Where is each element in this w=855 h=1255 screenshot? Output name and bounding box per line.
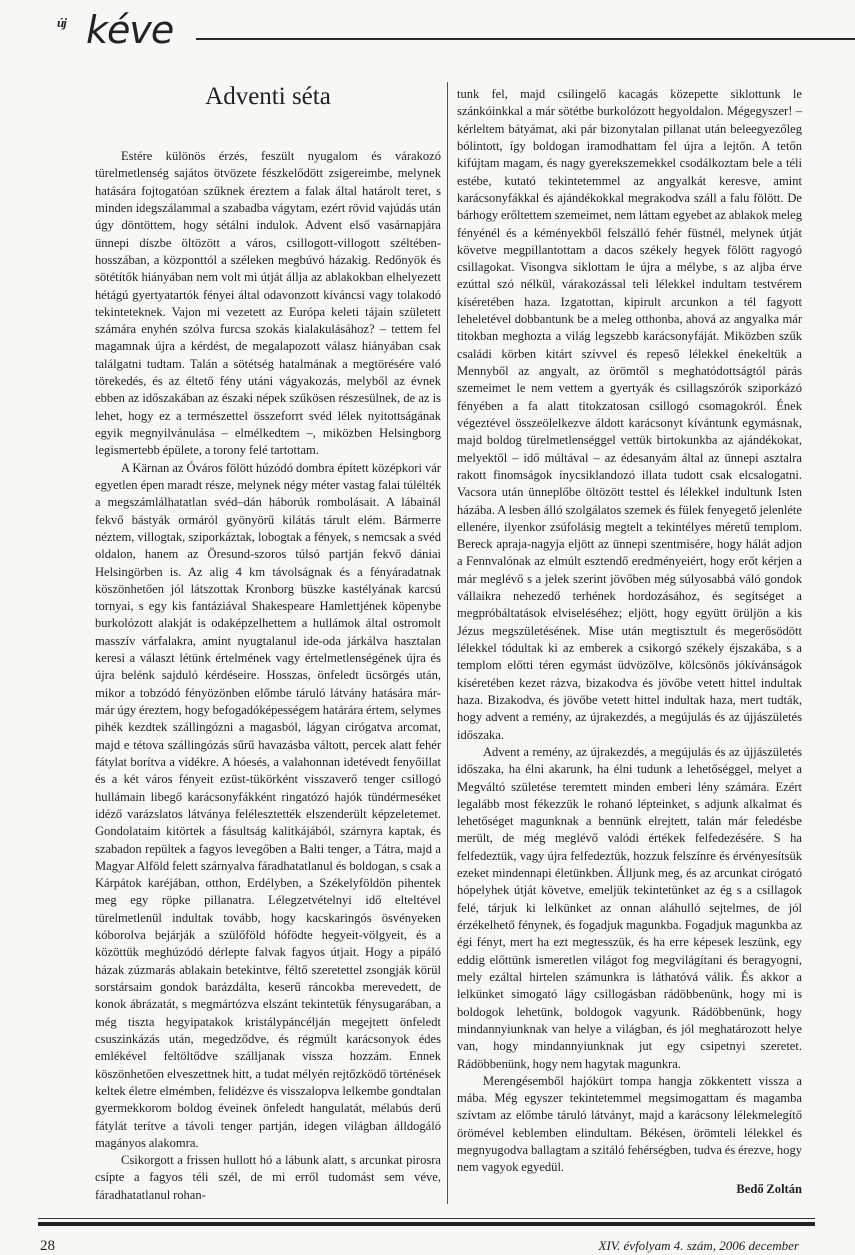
page-footer bbox=[38, 1218, 815, 1255]
footer-row bbox=[38, 1238, 815, 1255]
article-title: Adventi séta bbox=[205, 83, 331, 110]
paragraph: Advent a remény, az újrakezdés, a megújulás és az újjászületés időszaka, ha élni akarunk, ha élni tudunk a lehetőséggel, melyet a Megváltó születése teremtett minden emberi lény számára. Ezért legalább most fékezzük le rohanó lépteinket, s adjunk alkalmat és lehetőséget magunknak a bennünk elrejtett, talán már feledésbe merült, de még meglévő valódi értékek felfedezésére. S ha felfedeztük, vagy újra felfedeztük, hozzuk felszínre és érvényesítsük ezeket mindennapi életünkben. Álljunk meg, és az arcunkat cirógató hópelyhek útját követve, emeljük tekintetünket az ég s a csillagok felé, tárjuk ki lelkünket az onnan aláhulló sejtelmes, de jól érzékelhető fénynek, és fogadjuk magunkba. Fogadjuk magunkba az égi fényt, mert ha ezt megtesszük, és ha erre képesek leszünk, egy eddig előttünk ismeretlen világot fog megvilágítani és beragyogni, mely ezáltal hirtelen számunkra is láthatóvá válik. És akkor a lelkünket simogató lágy csillogásban rádöbbenünk, hogy mi is boldogok lehetünk, boldogok vagyunk. Rádöbbenünk, hogy mindannyiunknak van helye a világban, és jól meghatározott helye van, hogy mindannyiunknak jut egy csipetnyi szeretet. Rádöbbenünk, hogy nem hagytak magunkra. bbox=[457, 744, 802, 1071]
paragraph: tunk fel, majd csilingelő kacagás közepette siklottunk le szánkóinkkal a már sötétbe burkolózott hegyoldalon. Mégegyszer! – kérleltem bátyámat, aki pár bizonytalan pillanat után beleegyezőleg bólintott, így boldogan iramodhattam fel újra a lejtőn. A tetőn kifújtam magam, és nagy gyerekszemekkel csodálkoztam bele a téli estébe, kutató tekintetemmel az angyalkát keresve, amint karácsonyfákkal és ajándékokkal megrakodva száll a falu fölött. De bárhogy erőltettem szemeimet, nem láttam egyebet az ablakok meleg fényénél és a kéményekből felszálló fehér füstnél, melynek útját követve megpillantottam a dacos székely hegyek fölött ragyogó csillagokat. Visongva siklottam le újra a mélybe, s az aljba érve ezúttal szó nélkül, várakozással teli lélekkel indultam testvérem kíséretében haza. Izgatottan, kipirult arcunkon a tél fagyott leheletével dobbantunk be a meleg otthonba, ahová az angyalka már titokban meghozta a világ legszebb karácsonyfáját. Miközben szűk családi körben kitárt szívvel és repeső lélekkel énekeltük a Mennyből az angyalt, az örömtől s meghatódottságtól párás szemeimet le nem vettem a gyertyák és csillagszórók sziporkázó fényében a fa alatt titokzatosan csillogó csomagokról. Ének végeztével összeölelkezve áldott karácsonyt kívántunk egymásnak, majd boldog türelmetlenséggel vettük birtokunkba az ajándékokat, melyektől – idő múltával – az édesanyám által az ünnepi asztalra rakott finomságok ínycsiklandozó illata tudott csak elcsalogatni. Vacsora után ünneplőbe öltözött testtel és lélekkel indultunk Isten házába. A lesben álló szolgálatos szemek és fülek fenyegető jelenléte ellenére, ilyenkor zsúfolásig megtelt a tekintélyes méretű templom. Bereck apraja-nagyja eljött az ünnepi szentmisére, hogy hálát adjon a Fennvalónak az elmúlt esztendő eredményeiért, hogy erőt kérjen a már meglévő s a jelek szerint jövőben még súlyosabbá váló gondok vállaikra nehezedő terhének hordozásához, és segítséget a megpróbáltatások elviseléséhez; eljött, hogy együtt örüljön a kis Jézus megszületésének. Mise után megtisztult és megerősödött lélekkel tódultak ki az emberek a csikorgó székely éjszakába, s a templom előtti téren egymást üdvözölve, kölcsönös jókívánságok kíséretében kezet rázva, bizakodva és jövőbe vetett hittel indultak haza. Bizakodva, és jövőbe vetett hittel indultak haza, mert tudták, hogy advent a remény, az újrakezdés, a megújulás és az újjászületés időszaka. bbox=[457, 87, 802, 742]
footer-rule bbox=[38, 1218, 815, 1219]
magazine-logo bbox=[52, 10, 192, 50]
left-area bbox=[95, 82, 441, 1204]
logo-big-text: kéve bbox=[86, 8, 174, 52]
issue-info: XIV. évfolyam 4. szám, 2006 december bbox=[598, 1238, 799, 1254]
right-column bbox=[447, 82, 802, 1204]
article-columns bbox=[95, 82, 801, 1204]
page-body bbox=[38, 82, 815, 1255]
left-column bbox=[95, 148, 441, 1204]
footer-rule-thick bbox=[38, 1222, 815, 1226]
author-signature: Bedő Zoltán bbox=[736, 1181, 802, 1196]
paragraph: Estére különös érzés, feszült nyugalom és várakozó türelmetlenség sajátos ötvözete fészkelődött zsigereimbe, melynek hatására fojtogatóan szűknek éreztem a falak által határolt teret, s minden idegszálammal a szabadba vágytam, ezért rövid vajúdás után úgy döntöttem, hogy sétálni indulok. Advent első vasárnapjára ünnepi díszbe öltözött a város, csillogott-villogott széltében-hosszában, a központtól a széleken megbúvó házakig. Redőnyök és sötétítők hiányában nem volt mi útját állja az ablakokban elhelyezett hétágú gyertyatartók fényei által odavonzott kíváncsi vagy tolakodó tekinteteknek. Vajon mi vezetett az Európa keleti tájain született számára enyhén szólva furcsa szokás kialakulásához? – tettem fel magamnak újra a kérdést, de megalapozott válasz hiányában csak találgatni tudtam. Talán a sötétség hatalmának a megtörésére való törekedés, és az éltető fény utáni vágyakozás, melyből az évnek ebben az időszakában az északi népek szűkösen részesülnek, de az is lehet, hogy ez a természettel összeforrt svéd lélek nyitottságának egyik megnyilvánulása – elmélkedtem –, miközben Helsingborg legismertebb épülete, a torony felé tartottam. bbox=[95, 149, 441, 458]
header-rule bbox=[196, 38, 855, 40]
paragraph: Merengésemből hajókürt tompa hangja zökkentett vissza a mába. Még egyszer tekintetemmel megsimogattam és magamba szívtam az előmbe táruló látványt, majd a karácsony lélekmelegítő örömével keblemben elindultam. Békésen, örömteli lélekkel és megnyugodva ballagtam a szitáló fehérségben, tudva és érezve, hogy nem vagyok egyedül. bbox=[457, 1073, 802, 1175]
logo-small-text: új bbox=[57, 15, 66, 30]
page-number: 28 bbox=[40, 1238, 55, 1255]
paragraph: A Kärnan az Óváros fölött húzódó dombra épített középkori vár egyetlen épen maradt része, melynek négy méter vastag falai túlélték a megszámlálhatatlan svéd–dán háborúk rombolásait. A lábainál fekvő bástyák ormáról gyönyörű kilátás tárult elém. Bármerre néztem, villogtak, sziporkáztak, lobogtak a fények, s nemcsak a svéd oldalon, hanem az Öresund-szoros túlsó partján fekvő dániai Helsingörben is. Az alig 4 km távolságnak és a fényáradatnak köszönhetően jól látszottak Kronborg büszke kastélyának karcsú tornyai, s egy kis fantáziával Shakespeare Hamlettjének köpenybe burkolózott alakját is odaképzelhettem a hullámok által ostromolt masszív várfalakra, amint nyugtalanul ide-oda járkálva hasztalan keresi a választ létünk értelmének vagy értelmetlenségének újra és újra belénk sajduló kérdéseire. Hosszas, önfeledt ücsörgés után, mikor a tobzódó fényözönben előmbe táruló látvány hatására már-már úgy éreztem, hogy befogadóképességem határára értem, selymes pihék kezdtek szállingózni a magasból, lágyan cirógatva arcomat, majd e tétova szállingózás sűrű havazásba váltott, percek alatt fehér fátylat borítva a vidékre. A hóesés, a valahonnan idetévedt fenyőillat és a két város fényeit ezüst-tükörként visszaverő tenger csillogó hullámain libegő karácsonyfákként ringatózó hajók tündérmeséket idéző varázslatos látványa felélesztették elszenderült képzeletemet. Gondolataim kitörtek a fásultság kalitkájából, szárnyra kaptak, és szabadon repültek a fagyos levegőben a Balti tenger, a Tátra, majd a Magyar Alföld felett szárnyalva fáradhatatlanul és boldogan, s csak a Kárpátok karéjában, otthon, Erdélyben, a Székelyföldön pihentek meg egy röpke pillanatra. Lélegzetvételnyi idő elteltével türelmetlenül indultak tovább, hogy kacskaringós ösvényeken kóborolva bejárják a szülőföld hófödte hegyeit-völgyeit, és a közöttük meghúzódó dérlepte falvak fagyos útjait. Hogy a pipáló házak zúzmarás ablakain betekintve, féltő szeretettel zsongják körül sorstársaim gondok barázdálta, keserű ráncokba merevedett, de konok ábrázatát, s megmártózva elszánt tekintetük fénysugarában, a még tiszta hegyipatakok kristálypáncélján megejtett önfeledt csuszinkázás után, megedződve, és régmúlt karácsonyok édes emlékével feltöltődve szálljanak vissza hozzám. Ennek köszönhetően elveszettnek hitt, a tudat mélyén rejtőzködő történések keltek életre elmémben, felidézve és visszalopva lelkembe gondtalan gyermekkorom boldog éveinek önfeledt hangulatát, mélabús derű fátylát terítve a távoli tenger partján, idegen világban álldogáló magányos alakomra. bbox=[95, 460, 441, 1150]
paragraph: Csikorgott a frissen hullott hó a lábunk alatt, s arcunkat pirosra csípte a fagyos téli szél, de mi erről tudomást sem véve, fáradhatatlanul rohan- bbox=[95, 1153, 441, 1202]
